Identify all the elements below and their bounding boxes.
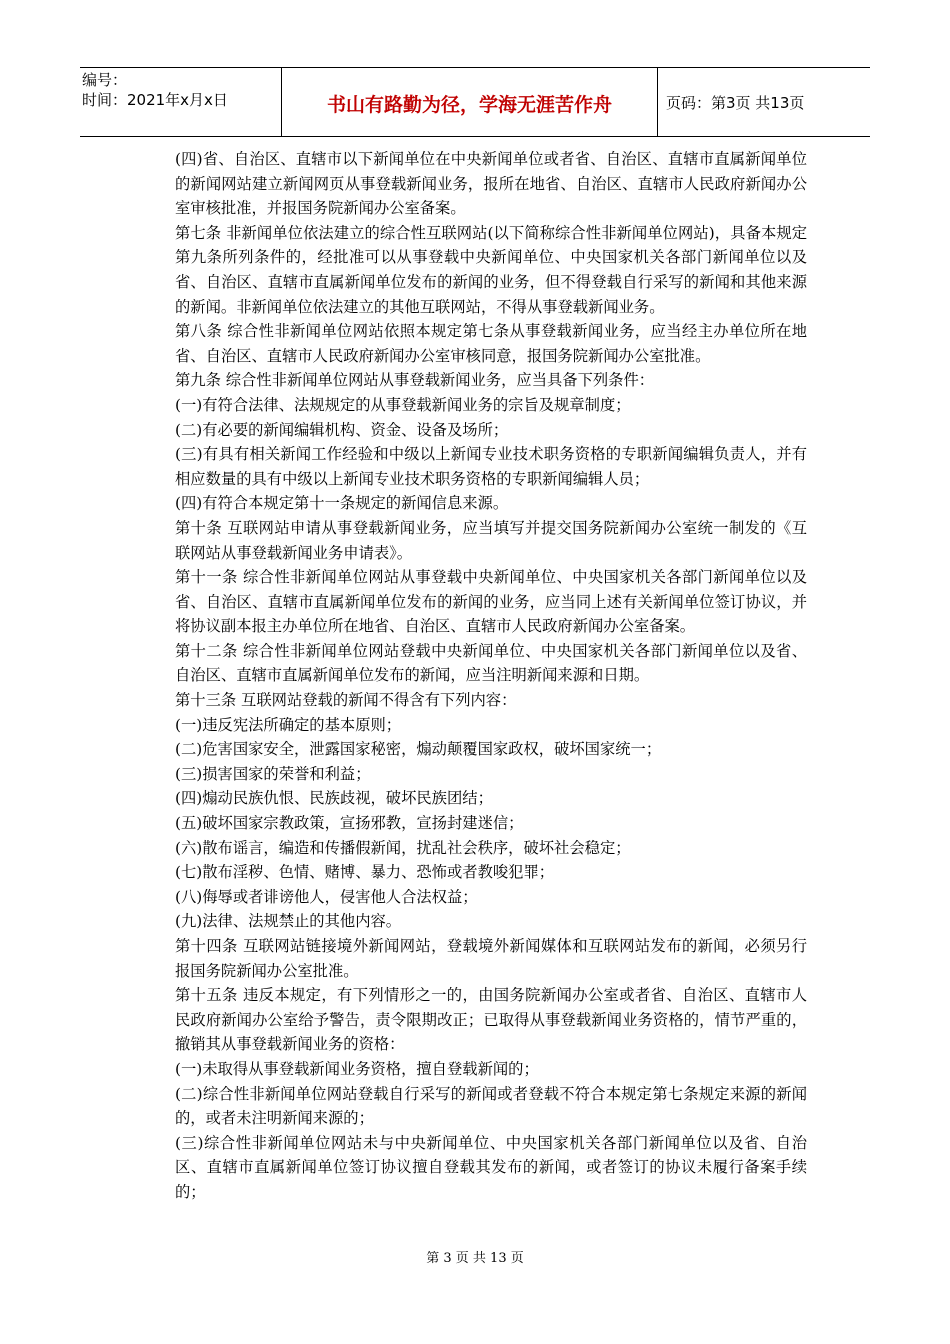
paragraph: 第十条 互联网站申请从事登载新闻业务，应当填写并提交国务院新闻办公室统一制发的《互联网站从事登载新闻业务申请表》。 <box>175 518 807 562</box>
paragraph: (六)散布谣言，编造和传播假新闻，扰乱社会秩序，破坏社会稳定； <box>175 838 631 857</box>
paragraph: (四)有符合本规定第十一条规定的新闻信息来源。 <box>175 494 509 513</box>
paragraph: (三)损害国家的荣誉和利益； <box>175 764 371 783</box>
document-body <box>175 147 807 1205</box>
page-header <box>80 67 870 137</box>
paragraph: (二)综合性非新闻单位网站登载自行采写的新闻或者登载不符合本规定第七条规定来源的新闻的，或者未注明新闻来源的； <box>175 1084 807 1128</box>
paragraph: 第八条 综合性非新闻单位网站依照本规定第七条从事登载新闻业务，应当经主办单位所在地省、自治区、直辖市人民政府新闻办公室审核同意，报国务院新闻办公室批准。 <box>175 322 807 365</box>
paragraph: 第十二条 综合性非新闻单位网站登载中央新闻单位、中央国家机关各部门新闻单位以及省、自治区、直辖市直属新闻单位发布的新闻，应当注明新闻来源和日期。 <box>175 641 807 685</box>
document-number-label: 编号： <box>82 71 128 89</box>
header-meta <box>80 68 282 136</box>
paragraph: 第七条 非新闻单位依法建立的综合性互联网站(以下简称综合性非新闻单位网站)，具备本规定第九条所列条件的，经批准可以从事登载中央新闻单位、中央国家机关各部门新闻单位以及省、自治区、直辖市直属新闻单位发布的新闻的业务，但不得登载自行采写的新闻和其他来源的新闻。非新闻单位依法建立的其他互联网站，不得从事登载新闻业务。 <box>175 223 807 316</box>
paragraph: (五)破坏国家宗教政策，宣扬邪教，宣扬封建迷信； <box>175 814 524 833</box>
page-footer: 第 3 页 共 13 页 <box>426 1251 524 1266</box>
paragraph: (一)有符合法律、法规规定的从事登载新闻业务的宗旨及规章制度； <box>175 395 631 414</box>
paragraph: (三)综合性非新闻单位网站未与中央新闻单位、中央国家机关各部门新闻单位以及省、自治区、直辖市直属新闻单位签订协议擅自登载其发布的新闻，或者签订的协议未履行备案手续的； <box>175 1133 807 1201</box>
paragraph: (二)危害国家安全，泄露国家秘密，煽动颠覆国家政权，破坏国家统一； <box>175 740 662 759</box>
paragraph: (四)煽动民族仇恨、民族歧视，破坏民族团结； <box>175 789 493 808</box>
paragraph: 第十五条 违反本规定，有下列情形之一的，由国务院新闻办公室或者省、自治区、直辖市人民政府新闻办公室给予警告，责令限期改正；已取得从事登载新闻业务资格的，情节严重的，撤销其从事登载新闻业务的资格： <box>175 986 807 1054</box>
paragraph: (八)侮辱或者诽谤他人，侵害他人合法权益； <box>175 887 478 906</box>
header-page-info: 页码：第3页 共13页 <box>666 93 805 112</box>
paragraph: (一)违反宪法所确定的基本原则； <box>175 715 402 734</box>
header-motto: 书山有路勤为径，学海无涯苦作舟 <box>282 68 658 136</box>
paragraph: 第十三条 互联网站登载的新闻不得含有下列内容： <box>175 691 517 710</box>
paragraph: (三)有具有相关新闻工作经验和中级以上新闻专业技术职务资格的专职新闻编辑负责人，并有相应数量的具有中级以上新闻专业技术职务资格的专职新闻编辑人员； <box>175 445 807 488</box>
paragraph: 第十四条 互联网站链接境外新闻网站，登载境外新闻媒体和互联网站发布的新闻，必须另行报国务院新闻办公室批准。 <box>175 937 807 980</box>
paragraph: 第九条 综合性非新闻单位网站从事登载新闻业务，应当具备下列条件： <box>175 371 655 390</box>
paragraph: (一)未取得从事登载新闻业务资格，擅自登载新闻的； <box>175 1059 539 1078</box>
paragraph: (二)有必要的新闻编辑机构、资金、设备及场所； <box>175 420 509 439</box>
paragraph: (九)法律、法规禁止的其他内容。 <box>175 912 402 931</box>
document-time-label: 时间：2021年x月x日 <box>82 91 228 109</box>
paragraph: (七)散布淫秽、色情、赌博、暴力、恐怖或者教唆犯罪； <box>175 863 555 882</box>
paragraph: (四)省、自治区、直辖市以下新闻单位在中央新闻单位或者省、自治区、直辖市直属新闻单位的新闻网站建立新闻网页从事登载新闻业务，报所在地省、自治区、直辖市人民政府新闻办公室审核批准，并报国务院新闻办公室备案。 <box>175 150 807 218</box>
paragraph: 第十一条 综合性非新闻单位网站从事登载中央新闻单位、中央国家机关各部门新闻单位以及省、自治区、直辖市直属新闻单位发布的新闻的业务，应当同上述有关新闻单位签订协议，并将协议副本报主办单位所在地省、自治区、直辖市人民政府新闻办公室备案。 <box>175 568 807 636</box>
